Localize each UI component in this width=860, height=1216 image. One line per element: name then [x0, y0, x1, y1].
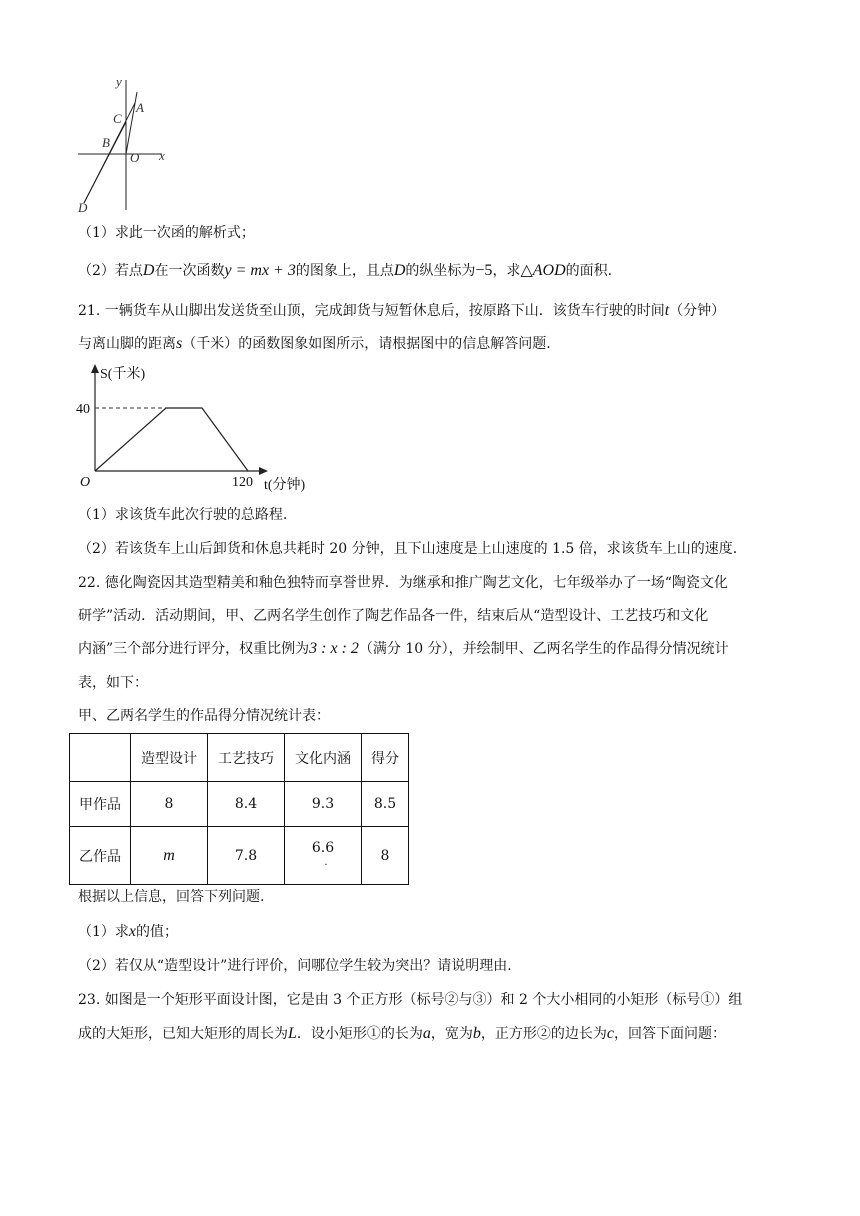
table-row [70, 827, 409, 885]
text: 22. 德化陶瓷因其造型精美和釉色独特而享誉世界．为继承和推广陶艺文化，七年级举办了一场“陶瓷文化 [78, 575, 728, 591]
q22-line1 [78, 573, 728, 593]
q22-line3 [78, 639, 729, 659]
table-cell: 7.8 [208, 827, 285, 885]
q20-coordinate-figure [70, 70, 180, 218]
text: 甲、乙两名学生的作品得分情况统计表： [78, 708, 330, 724]
label-o: O [130, 150, 140, 165]
text: 的图象上，且点 [295, 263, 394, 279]
math-var: t [664, 302, 670, 319]
q22-part2 [78, 956, 512, 976]
q22-line2 [78, 606, 708, 626]
q23-line1 [78, 990, 742, 1010]
q22-line4 [78, 673, 148, 693]
table-cell: m [131, 827, 208, 885]
table-cell: 乙作品 [70, 827, 131, 885]
text: 内涵”三个部分进行评分，权重比例为 [78, 641, 310, 657]
text: ．设小矩形①的长为 [296, 1026, 423, 1042]
label-x: x [159, 148, 165, 163]
chart-xlabel: t(分钟) [264, 478, 306, 493]
q23-line2 [78, 1024, 726, 1044]
chart-origin: O [80, 475, 91, 490]
q21-chart [70, 360, 330, 498]
text: 23. 如图是一个矩形平面设计图，它是由 3 个正方形（标号②与③）和 2 个大小相同的小矩形（标号①）组 [78, 992, 743, 1008]
text: （1）求该货车此次行驶的总路程. [78, 507, 288, 523]
text: ，正方形②的边长为 [480, 1026, 607, 1042]
q22-after-table [78, 887, 264, 907]
text: 的值； [136, 924, 179, 940]
label-c: C [113, 111, 122, 126]
text: 表，如下： [78, 675, 148, 691]
table-header-cell [70, 734, 131, 782]
label-y: y [116, 74, 122, 89]
table-header-cell: 造型设计 [131, 734, 208, 782]
table-header-cell: 文化内涵 [285, 734, 362, 782]
math-var: s [176, 335, 183, 352]
table-cell: 甲作品 [70, 782, 131, 827]
math-value: −5 [475, 262, 493, 279]
table-cell: 8.5 [362, 782, 409, 827]
chart-ytick-40: 40 [76, 402, 90, 417]
text: 研学”活动．活动期间，甲、乙两名学生创作了陶艺作品各一件，结束后从“造型设计、工艺技巧和文化 [78, 608, 709, 624]
text: （1）求 [78, 924, 129, 940]
math-triangle: △AOD [520, 262, 566, 279]
math-var: a [422, 1025, 431, 1042]
table-cell [285, 827, 362, 885]
q21-part2 [78, 539, 737, 559]
q21-line2 [78, 334, 551, 354]
table-header-cell: 得分 [362, 734, 409, 782]
text: （分钟） [669, 303, 726, 319]
text: （2）若点 [78, 263, 143, 279]
math-var: b [472, 1025, 481, 1042]
math-var: x [128, 923, 137, 940]
text: 的面积. [565, 263, 613, 279]
table-cell: 8 [131, 782, 208, 827]
q22-table-title [78, 706, 330, 726]
text: 成的大矩形，已知大矩形的周长为 [78, 1026, 288, 1042]
q20-part1 [78, 223, 255, 243]
table-header-cell: 工艺技巧 [208, 734, 285, 782]
math-var: c [606, 1025, 615, 1042]
repeating-dot: · [324, 859, 328, 871]
text: （2）若该货车上山后卸货和休息共耗时 20 分钟，且下山速度是上山速度的 1.5 倍，求该货车上山的速度. [78, 541, 738, 557]
math-var: D [393, 262, 406, 279]
text: 与离山脚的距离 [78, 336, 176, 352]
math-var: D [142, 262, 155, 279]
text: 根据以上信息，回答下列问题. [78, 889, 265, 905]
label-b: B [102, 135, 110, 150]
math-var: L [288, 1025, 297, 1042]
text: （满分 10 分），并绘制甲、乙两名学生的作品得分情况统计 [358, 641, 729, 657]
math-equation: y = mx + 3 [224, 262, 296, 279]
text: 在一次函数 [154, 263, 225, 279]
q21-line1 [78, 301, 725, 321]
text: ，宽为 [430, 1026, 473, 1042]
text: 21. 一辆货车从山脚出发送货至山顶，完成卸货与短暂休息后，按原路下山．该货车行驶的时间 [78, 303, 665, 319]
label-d: D [78, 200, 88, 215]
math-ratio: 3 : x : 2 [309, 640, 359, 657]
q21-part1 [78, 505, 287, 525]
chart-ylabel: S(千米) [100, 367, 146, 382]
chart-x-arrow [259, 467, 268, 475]
table-cell: 8.4 [208, 782, 285, 827]
table-header-row [70, 734, 409, 782]
q22-part1 [78, 922, 178, 942]
table-cell: 9.3 [285, 782, 362, 827]
q20-part1-text: （1）求此一次函的解析式； [78, 225, 255, 241]
text: ，回答下面问题： [614, 1026, 727, 1042]
table-row [70, 782, 409, 827]
score-table [69, 733, 409, 885]
table-cell: 8 [362, 827, 409, 885]
chart-xtick-120: 120 [232, 475, 253, 490]
text: 的纵坐标为 [405, 263, 476, 279]
repeating-decimal: 6.6 [311, 839, 335, 856]
text: （2）若仅从“造型设计”进行评价，问哪位学生较为突出？请说明理由. [78, 958, 512, 974]
text: ，求 [492, 263, 521, 279]
q20-part2 [78, 261, 612, 281]
text: （千米）的函数图象如图所示，请根据图中的信息解答问题. [182, 336, 551, 352]
chart-distance-line [95, 408, 248, 471]
chart-y-arrow [91, 364, 99, 373]
label-a: A [136, 100, 144, 115]
